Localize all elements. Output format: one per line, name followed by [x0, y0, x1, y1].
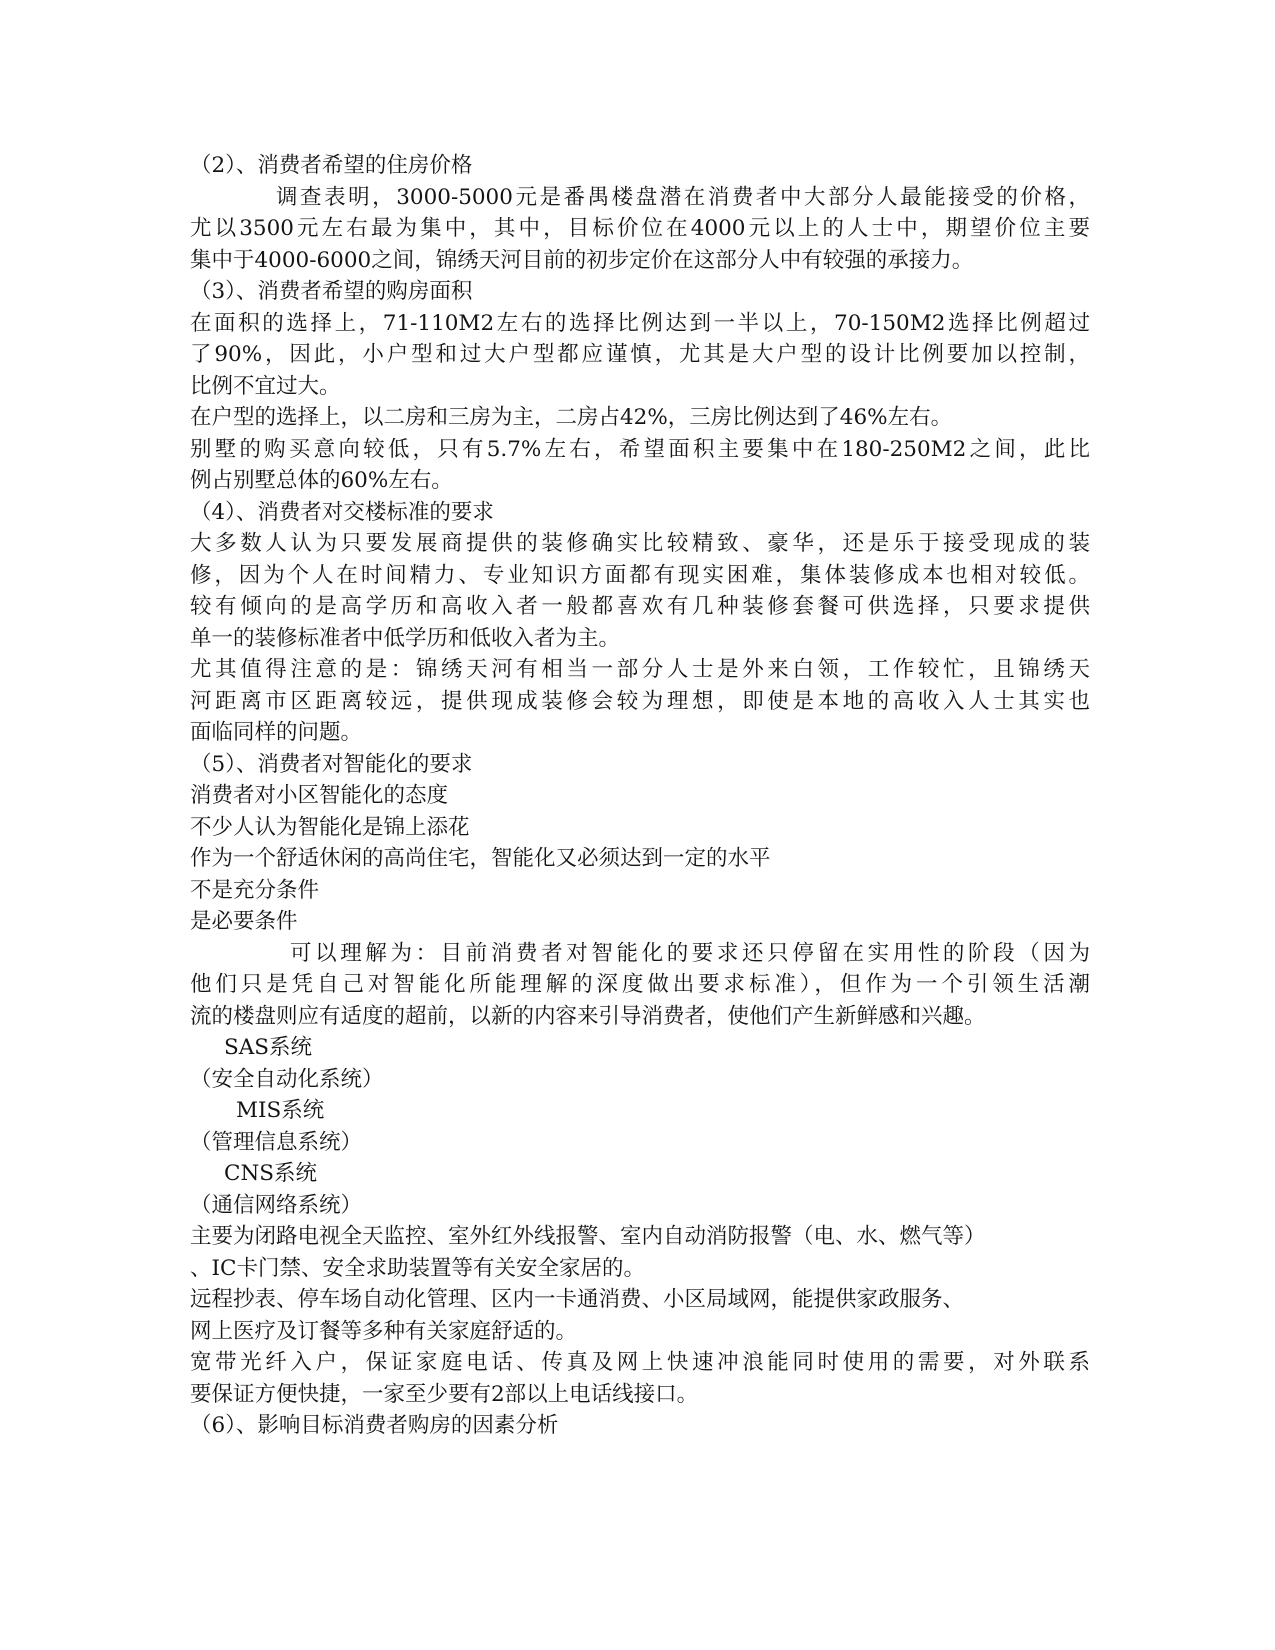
- paragraph-line: 在户型的选择上，以二房和三房为主，二房占42%，三房比例达到了46%左右。: [190, 405, 953, 430]
- section-heading-factors: （6）、影响目标消费者购房的因素分析: [190, 1413, 559, 1438]
- paragraph-line: 较有倾向的是高学历和高收入者一般都喜欢有几种装修套餐可供选择，只要求提供: [190, 594, 1090, 619]
- paragraph-line: 主要为闭路电视全天监控、室外红外线报警、室内自动消防报警（电、水、燃气等）: [190, 1224, 986, 1249]
- system-label-cns: CNS系统: [224, 1161, 317, 1186]
- paragraph-line: 集中于4000-6000之间，锦绣天河目前的初步定价在这部分人中有较强的承接力。: [190, 247, 974, 273]
- paragraph-line: 网上医疗及订餐等多种有关家庭舒适的。: [190, 1318, 578, 1344]
- paragraph-line: 、IC卡门禁、安全求助装置等有关安全家居的。: [190, 1255, 645, 1281]
- system-description-mis: （管理信息系统）: [190, 1129, 363, 1155]
- paragraph-line: 了90%，因此，小户型和过大户型都应谨慎，尤其是大户型的设计比例要加以控制，: [190, 342, 1090, 367]
- paragraph-line: 河距离市区距离较远，提供现成装修会较为理想，即使是本地的高收入人士其实也: [190, 688, 1090, 714]
- paragraph-line: 作为一个舒适休闲的高尚住宅，智能化又必须达到一定的水平: [190, 846, 771, 871]
- paragraph-line: 宽带光纤入户，保证家庭电话、传真及网上快速冲浪能同时使用的需要，对外联系: [190, 1350, 1090, 1375]
- paragraph-line: 在面积的选择上，71-110M2左右的选择比例达到一半以上，70-150M2选择比例超过: [190, 310, 1090, 336]
- paragraph-line: 远程抄表、停车场自动化管理、区内一卡通消费、小区局域网，能提供家政服务、: [190, 1287, 965, 1312]
- paragraph-line: 大多数人认为只要发展商提供的装修确实比较精致、豪华，还是乐于接受现成的装: [190, 531, 1090, 556]
- paragraph-line: 要保证方便快捷，一家至少要有2部以上电话线接口。: [190, 1381, 699, 1407]
- paragraph-line: 修，因为个人在时间精力、专业知识方面都有现实困难，集体装修成本也相对较低。: [190, 562, 1090, 588]
- system-label-sas: SAS系统: [224, 1035, 312, 1060]
- system-description-sas: （安全自动化系统）: [190, 1066, 384, 1092]
- paragraph-line: 尤其值得注意的是：锦绣天河有相当一部分人士是外来白领，工作较忙，且锦绣天: [190, 657, 1090, 682]
- paragraph-line: 调查表明，3000-5000元是番禺楼盘潜在消费者中大部分人最能接受的价格，: [276, 184, 1090, 210]
- paragraph-line: 例占别墅总体的60%左右。: [190, 468, 453, 493]
- paragraph-line: 可以理解为：目前消费者对智能化的要求还只停留在实用性的阶段（因为: [290, 940, 1090, 966]
- document-body: [190, 150, 1090, 1442]
- paragraph-line: 单一的装修标准者中低学历和低收入者为主。: [190, 625, 621, 651]
- paragraph-line: 是必要条件: [190, 909, 298, 934]
- paragraph-line: 消费者对小区智能化的态度: [190, 783, 449, 808]
- paragraph-line: 尤以3500元左右最为集中，其中，目标价位在4000元以上的人士中，期望价位主要: [190, 216, 1090, 241]
- paragraph-line: 比例不宜过大。: [190, 373, 341, 399]
- paragraph-line: 面临同样的问题。: [190, 720, 363, 745]
- paragraph-line: 他们只是凭自己对智能化所能理解的深度做出要求标准），但作为一个引领生活潮: [190, 972, 1090, 997]
- section-heading-intelligence: （5）、消费者对智能化的要求: [190, 751, 473, 777]
- paragraph-line: 不是充分条件: [190, 877, 320, 903]
- section-heading-delivery-standard: （4）、消费者对交楼标准的要求: [190, 499, 494, 525]
- section-heading-price: （2）、消费者希望的住房价格: [190, 153, 473, 178]
- paragraph-line: 别墅的购买意向较低，只有5.7%左右，希望面积主要集中在180-250M2之间，此比: [190, 436, 1090, 462]
- system-label-mis: MIS系统: [236, 1098, 325, 1123]
- paragraph-line: 不少人认为智能化是锦上添花: [190, 814, 470, 840]
- section-heading-area: （3）、消费者希望的购房面积: [190, 279, 473, 304]
- system-description-cns: （通信网络系统）: [190, 1192, 363, 1218]
- paragraph-line: 流的楼盘则应有适度的超前，以新的内容来引导消费者，使他们产生新鲜感和兴趣。: [190, 1003, 986, 1029]
